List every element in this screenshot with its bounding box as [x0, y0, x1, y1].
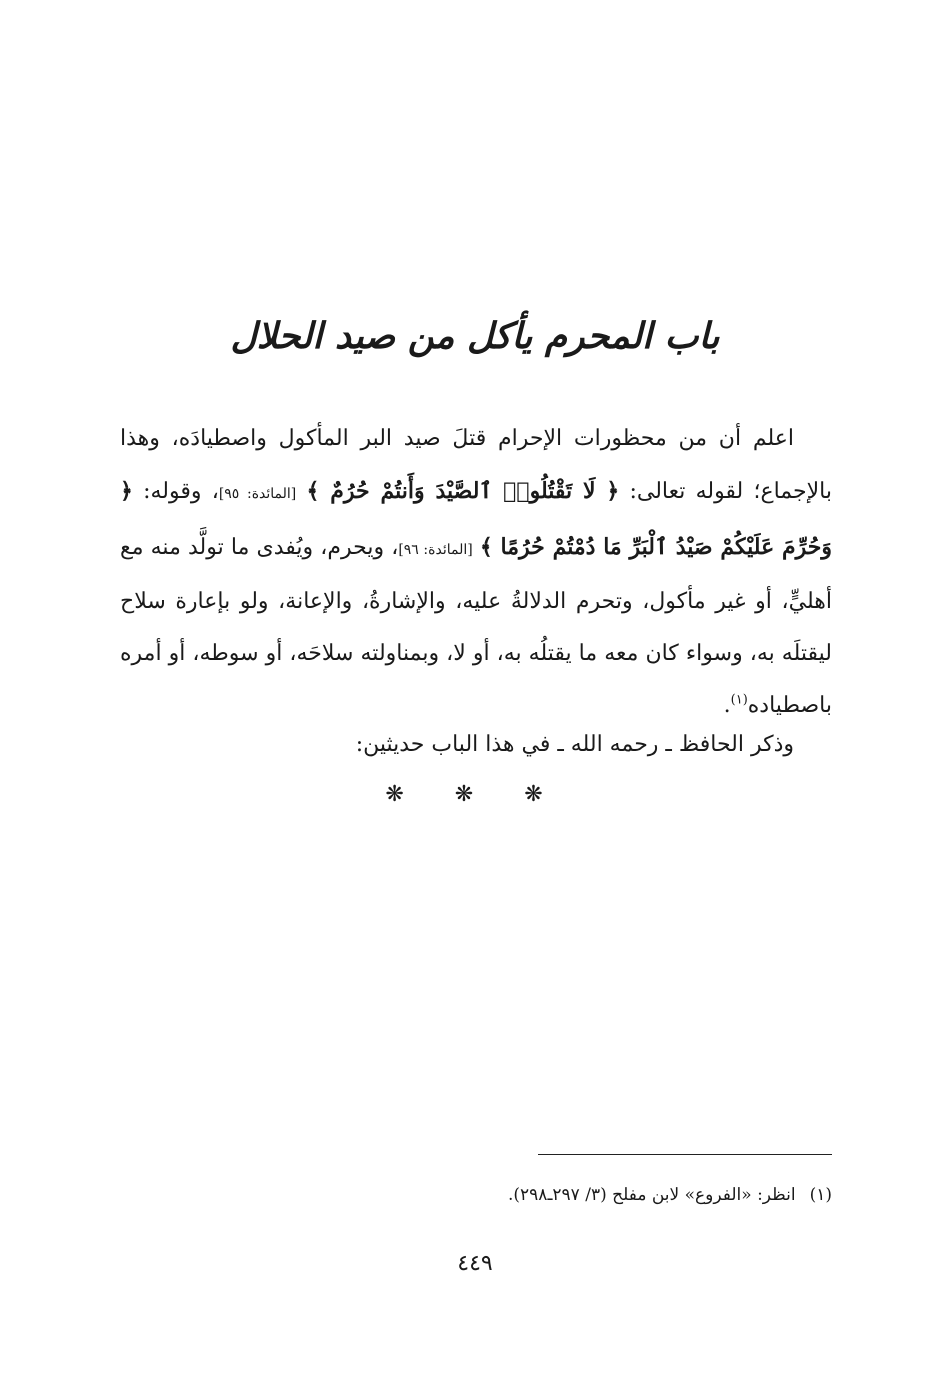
- footnote-divider: [538, 1154, 832, 1155]
- page-number: ٤٤٩: [457, 1251, 493, 1276]
- footnote: [120, 1180, 832, 1210]
- verse-reference-1: [المائدة: ٩٥]: [218, 486, 297, 503]
- footnote-marker[interactable]: (١): [730, 693, 748, 709]
- paragraph-text-2: ، وقوله:: [132, 479, 219, 505]
- quran-verse-2: ﴿ وَحُرِّمَ عَلَيْكُمْ صَيْدُ ٱلْبَرِّ مَا دُمْتُمْ حُرُمًا ﴾: [120, 478, 832, 560]
- section-separator: ❋ ❋ ❋: [385, 782, 565, 807]
- quran-verse-1: ﴿ لَا تَقْتُلُوا۟ ٱلصَّيْدَ وَأَنتُمْ حُرُمٌ ﴾: [306, 478, 620, 505]
- paragraph-text-1: اعلم أن من محظورات الإحرام قتلَ صيد البر المأكول واصطيادَه، وهذا بالإجماع؛ لقوله تعالى:: [120, 426, 832, 505]
- footnote-text: انظر: «الفروع» لابن مفلح (٣/ ٢٩٧ـ٢٩٨).: [507, 1185, 796, 1205]
- footnote-number: (١): [809, 1185, 832, 1205]
- verse-reference-2: [المائدة: ٩٦]: [398, 541, 473, 558]
- paragraph-end: .: [723, 693, 731, 719]
- chapter-title: باب المحرم يأكل من صيد الحلال: [230, 315, 720, 357]
- hadith-intro: وذكر الحافظ ـ رحمه الله ـ في هذا الباب حديثين:: [355, 732, 794, 757]
- paragraph-text-3: ، ويحرم، ويُفدى ما تولَّد منه مع أهليٍّ، أو غير مأكول، وتحرم الدلالةُ عليه، والإشارةُ، والإعانة، ولو بإعارة سلاح ليقتلَه به، وسواء كان معه ما يقتلُه به، أو لا، وبمناولته سلاحَه، أو سوطه، أو أمره باصطياده: [120, 534, 832, 719]
- main-paragraph: [120, 413, 832, 733]
